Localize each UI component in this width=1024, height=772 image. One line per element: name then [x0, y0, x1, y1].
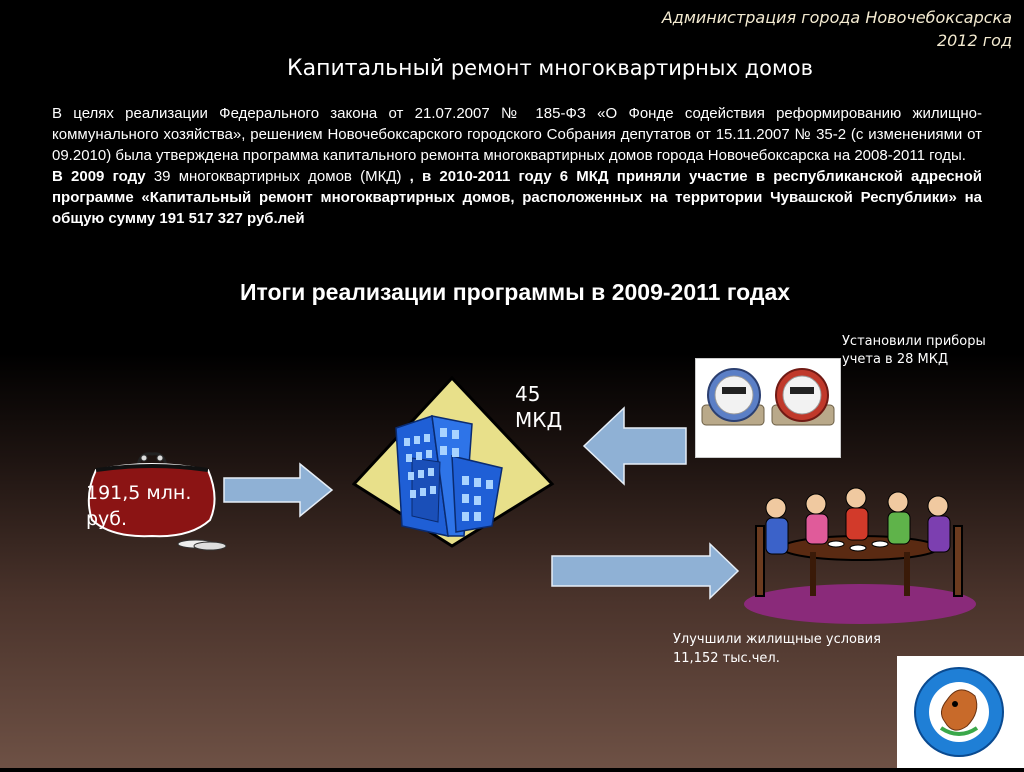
- result-paragraph: [52, 166, 982, 229]
- money-label: 191,5 млн. руб.: [86, 482, 192, 530]
- water-meters-drawing: [696, 359, 840, 457]
- result-year-bold: В 2009 году: [52, 168, 146, 185]
- people-caption-line2: 11,152 тыс.чел.: [673, 651, 780, 666]
- city-logo: [897, 656, 1024, 768]
- title-rest: ремонт многоквартирных домов: [450, 56, 814, 80]
- people-caption-line1: Улучшили жилищные условия: [673, 632, 881, 647]
- intro-text-block: [52, 103, 982, 229]
- houses-count-unit: МКД: [515, 408, 563, 432]
- header: [662, 6, 1012, 52]
- result-count-text: 39 многоквартирных домов (МКД): [145, 168, 410, 185]
- intro-paragraph: В целях реализации Федерального закона от 21.07.2007 № 185-ФЗ «О Фонде содействия реформированию жилищно-коммунального хозяйства», решением Новочебоксарского городского Собрания депутатов от 15.11.2007 № 35-2 (с изменениями от 09.2010) была утверждена программа капитального ремонта многоквартирных домов города Новочебоксарска на 2008-2011 годы.: [52, 105, 982, 164]
- meters-caption-line1: Установили приборы: [842, 334, 986, 349]
- results-subtitle: Итоги реализации программы в 2009-2011 годах: [239, 279, 791, 305]
- title-word1: Капитальный: [286, 56, 445, 81]
- houses-count-number: 45: [515, 382, 541, 406]
- people-caption: [673, 630, 881, 668]
- arrow-right-money-icon: [222, 462, 334, 518]
- water-meters-image: [695, 358, 841, 458]
- meters-caption-line2: учета в 28 МКД: [842, 352, 949, 367]
- city-logo-drawing: [897, 656, 1024, 768]
- arrow-right-people-icon: [550, 542, 740, 600]
- houses-count-label: [515, 381, 562, 433]
- page-title: [0, 56, 1024, 81]
- header-year: 2012 год: [936, 31, 1012, 50]
- meters-caption: [842, 333, 986, 369]
- arrow-left-meters-icon: [582, 406, 688, 486]
- family-table-image: [740, 486, 980, 626]
- result-details-bold: , в 2010-2011 году 6 МКД приняли участие в республиканской адресной программе «Капитальный ремонт многоквартирных домов, расположенных на территории Чувашской Республики» на общую сумму 191 517 327 руб.лей: [52, 168, 982, 227]
- header-org: Администрация города Новочебоксарска: [661, 8, 1012, 27]
